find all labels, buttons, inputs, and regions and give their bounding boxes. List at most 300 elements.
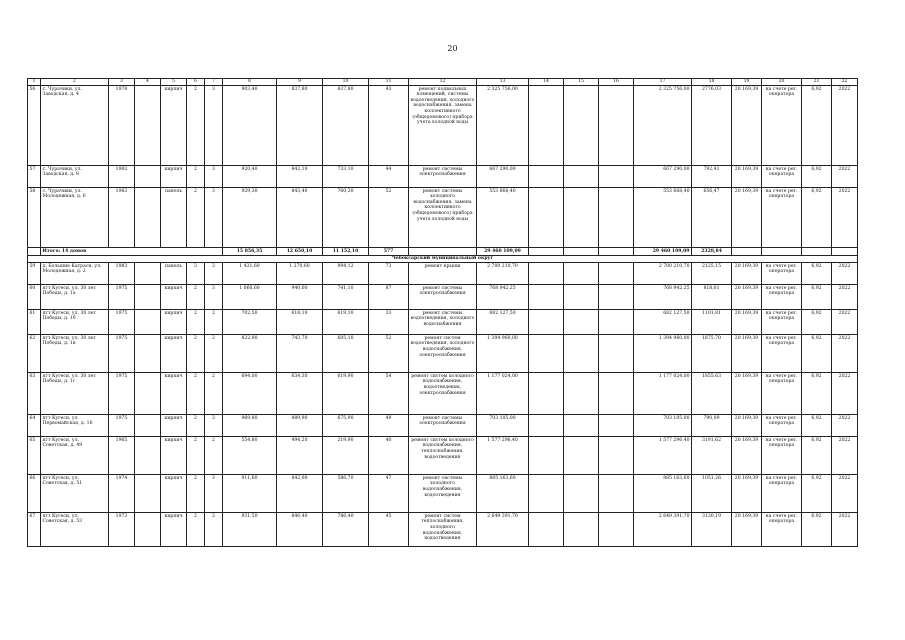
residential-area-cell: 837,80 [323, 85, 369, 165]
entrances-cell: 3 [205, 85, 223, 165]
empty-cell [599, 372, 634, 414]
table-row [28, 262, 858, 284]
column-number: 4 [135, 79, 161, 86]
owner-funds-cell: 667 290,00 [634, 165, 692, 187]
total-area-cell: 1 060,60 [223, 284, 277, 309]
year-built-cell: 1978 [109, 85, 135, 165]
total-area-sum-cell: 15 856,35 [223, 247, 277, 256]
cost-cell: 2 325 756,00 [477, 85, 529, 165]
owner-funds-cell: 885 163,60 [634, 474, 692, 512]
total-area-cell: 822,90 [223, 334, 277, 372]
wall-material-cell: кирпич [161, 474, 187, 512]
unit-cost-cell: 1855,63 [692, 372, 732, 414]
floors-cell: 2 [187, 85, 205, 165]
max-cost-cell: 20 169,39 [732, 512, 762, 546]
empty-cell [564, 372, 599, 414]
wall-material-cell: кирпич [161, 372, 187, 414]
cost-cell: 1 394 960,00 [477, 334, 529, 372]
address-cell: пгт Кугеси, ул. 30 лет Победы, д. 1в [41, 334, 109, 372]
work-type-cell: ремонт подвальных помещений, системы водоотведения, холодного водоснабжения, замена коллективного (общедомового) прибора учета холодной воды [409, 85, 477, 165]
max-cost-cell: 20 169,39 [732, 334, 762, 372]
column-number: 7 [205, 79, 223, 86]
rate-cell: 6,92 [802, 512, 832, 546]
row-number-cell: 58 [28, 187, 41, 247]
cost-cell: 885 163,60 [477, 474, 529, 512]
empty-cell [564, 284, 599, 309]
wall-material-cell: кирпич [161, 436, 187, 474]
total-area-cell: 931,50 [223, 512, 277, 546]
table-row [28, 165, 858, 187]
owner-funds-cell: 2 325 756,00 [634, 85, 692, 165]
residential-area-cell: 675,90 [323, 414, 369, 436]
year-built-cell: 1975 [109, 284, 135, 309]
owner-funds-cell: 703 105,00 [634, 414, 692, 436]
empty-cell [135, 85, 161, 165]
residential-area-cell: 733,10 [323, 165, 369, 187]
max-cost-cell: 20 169,39 [732, 262, 762, 284]
premises-area-cell: 837,80 [277, 85, 323, 165]
residents-sum-cell: 577 [369, 247, 409, 256]
empty-cell [599, 284, 634, 309]
residential-area-cell: 619,90 [323, 372, 369, 414]
empty-cell [135, 474, 161, 512]
unit-cost-sum-cell: 2328,84 [692, 247, 732, 256]
empty-cell [529, 414, 564, 436]
wall-material-cell: кирпич [161, 309, 187, 334]
plan-year-cell: 2022 [832, 309, 858, 334]
table-row [28, 187, 858, 247]
wall-material-cell: кирпич [161, 512, 187, 546]
empty-cell [832, 247, 858, 256]
empty-cell [564, 414, 599, 436]
empty-cell [599, 474, 634, 512]
column-number: 2 [41, 79, 109, 86]
column-number: 18 [692, 79, 732, 86]
column-number: 12 [409, 79, 477, 86]
rate-cell: 6,92 [802, 187, 832, 247]
owner-funds-cell: 1 394 960,00 [634, 334, 692, 372]
total-area-cell: 702,50 [223, 309, 277, 334]
owner-funds-cell: 2 649 391,70 [634, 512, 692, 546]
empty-cell [529, 165, 564, 187]
total-area-cell: 1 431,60 [223, 262, 277, 284]
rate-cell: 6,92 [802, 284, 832, 309]
work-type-cell: ремонт системы электроснабжения [409, 165, 477, 187]
work-type-cell: ремонт системы электроснабжения [409, 414, 477, 436]
cost-cell: 682 127,50 [477, 309, 529, 334]
total-area-cell: 969,80 [223, 414, 277, 436]
residents-cell: 49 [369, 414, 409, 436]
max-cost-cell: 20 169,39 [732, 436, 762, 474]
floors-cell: 2 [187, 512, 205, 546]
residents-cell: 40 [369, 436, 409, 474]
empty-cell [135, 165, 161, 187]
premises-area-cell: 842,10 [277, 165, 323, 187]
residential-area-cell: 786,40 [323, 512, 369, 546]
rate-cell: 6,92 [802, 372, 832, 414]
unit-cost-cell: 818,01 [692, 284, 732, 309]
cost-cell: 1 177 024,00 [477, 372, 529, 414]
fund-method-cell: на счете рег. оператора [762, 309, 802, 334]
empty-cell [135, 334, 161, 372]
address-cell: пгт Кугеси, ул. Советская, д. 49 [41, 436, 109, 474]
empty-cell [564, 436, 599, 474]
column-number: 14 [529, 79, 564, 86]
empty-cell [529, 512, 564, 546]
total-area-cell: 694,00 [223, 372, 277, 414]
max-cost-cell: 20 169,39 [732, 85, 762, 165]
premises-area-cell: 1 270,60 [277, 262, 323, 284]
table-row [28, 309, 858, 334]
rate-cell: 6,92 [802, 436, 832, 474]
empty-cell [564, 474, 599, 512]
column-number: 10 [323, 79, 369, 86]
fund-method-cell: на счете рег. оператора [762, 334, 802, 372]
row-number-cell: 57 [28, 165, 41, 187]
fund-method-cell: на счете рег. оператора [762, 262, 802, 284]
table-row [28, 334, 858, 372]
total-area-cell: 903,40 [223, 85, 277, 165]
residential-area-cell: 586,70 [323, 474, 369, 512]
entrances-cell: 3 [205, 474, 223, 512]
floors-cell: 2 [187, 414, 205, 436]
address-cell: пгт Кугеси, ул. 30 лет Победы, д. 1б [41, 309, 109, 334]
table-row [28, 372, 858, 414]
residents-cell: 45 [369, 512, 409, 546]
unit-cost-cell: 3130,19 [692, 512, 732, 546]
entrances-cell: 3 [205, 262, 223, 284]
floors-cell: 2 [187, 474, 205, 512]
empty-cell [564, 309, 599, 334]
table-row [28, 436, 858, 474]
wall-material-cell: панель [161, 187, 187, 247]
empty-cell [529, 187, 564, 247]
rate-cell: 6,92 [802, 85, 832, 165]
address-cell: пгт Кугеси, ул. Советская, д. 51 [41, 474, 109, 512]
residents-cell: 43 [369, 85, 409, 165]
capital-repair-register-table [27, 78, 858, 547]
entrances-cell: 3 [205, 512, 223, 546]
entrances-cell: 2 [205, 334, 223, 372]
address-cell: с. Чурачики, ул. Молодежная, д. 6 [41, 187, 109, 247]
plan-year-cell: 2022 [832, 262, 858, 284]
plan-year-cell: 2022 [832, 372, 858, 414]
premises-area-cell: 743,70 [277, 334, 323, 372]
wall-material-cell: кирпич [161, 414, 187, 436]
empty-cell [564, 247, 599, 256]
empty-cell [732, 247, 762, 256]
max-cost-cell: 20 169,39 [732, 372, 762, 414]
column-number: 20 [762, 79, 802, 86]
cost-cell: 2 700 210,70 [477, 262, 529, 284]
owner-funds-cell: 768 942,25 [634, 284, 692, 309]
total-area-cell: 911,60 [223, 474, 277, 512]
cost-cell: 667 290,00 [477, 165, 529, 187]
wall-material-cell: кирпич [161, 334, 187, 372]
total-area-cell: 554,80 [223, 436, 277, 474]
fund-method-cell: на счете рег. оператора [762, 284, 802, 309]
owner-funds-cell: 2 700 210,70 [634, 262, 692, 284]
empty-cell [599, 309, 634, 334]
max-cost-cell: 20 169,39 [732, 187, 762, 247]
plan-year-cell: 2022 [832, 436, 858, 474]
residential-area-cell: 760,30 [323, 187, 369, 247]
residential-area-cell: 619,10 [323, 309, 369, 334]
table-row [28, 414, 858, 436]
column-number: 16 [599, 79, 634, 86]
row-number-cell: 61 [28, 309, 41, 334]
fund-method-cell: на счете рег. оператора [762, 512, 802, 546]
empty-cell [135, 309, 161, 334]
column-number: 9 [277, 79, 323, 86]
empty-cell [564, 165, 599, 187]
residential-area-cell: 741,10 [323, 284, 369, 309]
empty-cell [599, 414, 634, 436]
total-area-cell: 920,40 [223, 165, 277, 187]
rate-cell: 6,92 [802, 262, 832, 284]
row-number-cell: 62 [28, 334, 41, 372]
column-number: 22 [832, 79, 858, 86]
empty-cell [529, 436, 564, 474]
floors-cell: 2 [187, 187, 205, 247]
column-number-row [28, 79, 858, 86]
unit-cost-cell: 1051,26 [692, 474, 732, 512]
empty-cell [599, 262, 634, 284]
column-number: 19 [732, 79, 762, 86]
residential-area-cell: 219,90 [323, 436, 369, 474]
row-number-cell: 59 [28, 262, 41, 284]
premises-area-cell: 842,00 [277, 474, 323, 512]
owner-funds-cell: 1 177 024,00 [634, 372, 692, 414]
year-built-cell: 1983 [109, 262, 135, 284]
rate-cell: 6,92 [802, 474, 832, 512]
entrances-cell: 3 [205, 414, 223, 436]
row-number-cell: 60 [28, 284, 41, 309]
column-number: 8 [223, 79, 277, 86]
premises-area-cell: 843,40 [277, 187, 323, 247]
plan-year-cell: 2022 [832, 165, 858, 187]
max-cost-cell: 20 169,39 [732, 474, 762, 512]
empty-cell [529, 262, 564, 284]
unit-cost-cell: 3191,62 [692, 436, 732, 474]
table-row [28, 474, 858, 512]
empty-cell [564, 262, 599, 284]
empty-cell [135, 512, 161, 546]
fund-method-cell: на счете рег. оператора [762, 436, 802, 474]
residents-cell: 44 [369, 165, 409, 187]
total-area-cell: 929,30 [223, 187, 277, 247]
column-number: 3 [109, 79, 135, 86]
work-type-cell: ремонт системы холодного водоснабжения, водоотведения [409, 474, 477, 512]
plan-year-cell: 2022 [832, 512, 858, 546]
empty-cell [599, 512, 634, 546]
address-cell: пгт Кугеси, ул. Советская, д. 53 [41, 512, 109, 546]
premises-area-cell: 940,00 [277, 284, 323, 309]
max-cost-cell: 20 169,39 [732, 414, 762, 436]
address-cell: пгт Кугеси, ул. 30 лет Победы, д. 1г [41, 372, 109, 414]
premises-area-cell: 618,10 [277, 309, 323, 334]
rate-cell: 6,92 [802, 334, 832, 372]
wall-material-cell: кирпич [161, 165, 187, 187]
residents-cell: 52 [369, 187, 409, 247]
residential-area-cell: 605,10 [323, 334, 369, 372]
fund-method-cell: на счете рег. оператора [762, 372, 802, 414]
unit-cost-cell: 2776,03 [692, 85, 732, 165]
empty-cell [802, 247, 832, 256]
empty-cell [135, 284, 161, 309]
floors-cell: 2 [187, 284, 205, 309]
empty-cell [599, 436, 634, 474]
column-number: 17 [634, 79, 692, 86]
table-row [28, 284, 858, 309]
empty-cell [599, 165, 634, 187]
entrances-cell: 3 [205, 187, 223, 247]
unit-cost-cell: 790,09 [692, 414, 732, 436]
entrances-cell: 2 [205, 309, 223, 334]
column-number: 21 [802, 79, 832, 86]
empty-cell [135, 414, 161, 436]
residents-cell: 87 [369, 284, 409, 309]
cost-cell: 703 105,00 [477, 414, 529, 436]
plan-year-cell: 2022 [832, 284, 858, 309]
address-cell: с. Чурачики, ул. Заводская, д. 4 [41, 85, 109, 165]
cost-cell: 1 577 296,40 [477, 436, 529, 474]
premises-area-cell: 634,30 [277, 372, 323, 414]
table-row [28, 512, 858, 546]
plan-year-cell: 2022 [832, 334, 858, 372]
empty-cell [135, 372, 161, 414]
fund-method-cell: на счете рег. оператора [762, 165, 802, 187]
empty-cell [529, 85, 564, 165]
rate-cell: 6,92 [802, 309, 832, 334]
empty-cell [599, 85, 634, 165]
address-cell: с. Чурачики, ул. Заводская, д. 8 [41, 165, 109, 187]
total-row [28, 247, 858, 256]
premises-area-cell: 846,40 [277, 512, 323, 546]
total-label-cell: Итого: 14 домов [41, 247, 223, 256]
empty-cell [599, 187, 634, 247]
fund-method-cell: на счете рег. оператора [762, 474, 802, 512]
work-type-cell: ремонт крыши [409, 262, 477, 284]
work-type-cell: ремонт системы холодного водоснабжения, замена коллективного (общедомового) прибора учета холодной воды [409, 187, 477, 247]
column-number: 6 [187, 79, 205, 86]
empty-cell [529, 372, 564, 414]
plan-year-cell: 2022 [832, 414, 858, 436]
year-built-cell: 1975 [109, 309, 135, 334]
empty-cell [135, 262, 161, 284]
district-header-row [28, 256, 858, 263]
unit-cost-cell: 792,41 [692, 165, 732, 187]
empty-cell [28, 247, 41, 256]
address-cell: пгт Кугеси, ул. Первомайская, д. 16 [41, 414, 109, 436]
row-number-cell: 63 [28, 372, 41, 414]
year-built-cell: 1975 [109, 334, 135, 372]
owner-funds-cell: 682 127,50 [634, 309, 692, 334]
empty-cell [529, 309, 564, 334]
residents-cell: 33 [369, 309, 409, 334]
plan-year-cell: 2022 [832, 474, 858, 512]
table-row [28, 85, 858, 165]
entrances-cell: 3 [205, 284, 223, 309]
year-built-cell: 1973 [109, 512, 135, 546]
floors-cell: 2 [187, 309, 205, 334]
entrances-cell: 3 [205, 165, 223, 187]
work-type-cell: ремонт систем холодного водоснабжения, водоотведения, электроснабжения [409, 372, 477, 414]
district-name-cell: Чебоксарский муниципальный округ [28, 256, 858, 263]
address-cell: д. Большие Катраси, ул. Молодежная, д. 2 [41, 262, 109, 284]
work-type-cell: ремонт системы электроснабжения [409, 284, 477, 309]
residents-cell: 54 [369, 372, 409, 414]
plan-year-cell: 2022 [832, 187, 858, 247]
row-number-cell: 67 [28, 512, 41, 546]
empty-cell [529, 474, 564, 512]
premises-area-cell: 494,20 [277, 436, 323, 474]
floors-cell: 2 [187, 334, 205, 372]
unit-cost-cell: 656,47 [692, 187, 732, 247]
residents-cell: 52 [369, 334, 409, 372]
empty-cell [564, 187, 599, 247]
year-built-cell: 1974 [109, 474, 135, 512]
row-number-cell: 65 [28, 436, 41, 474]
empty-cell [135, 187, 161, 247]
empty-cell [599, 334, 634, 372]
year-built-cell: 1975 [109, 372, 135, 414]
empty-cell [529, 334, 564, 372]
unit-cost-cell: 1101,81 [692, 309, 732, 334]
year-built-cell: 1982 [109, 165, 135, 187]
owner-funds-cell: 1 577 296,40 [634, 436, 692, 474]
year-built-cell: 1965 [109, 436, 135, 474]
row-number-cell: 64 [28, 414, 41, 436]
rate-cell: 6,92 [802, 165, 832, 187]
fund-method-cell: на счете рег. оператора [762, 187, 802, 247]
cost-sum-cell: 29 460 109,09 [477, 247, 529, 256]
floors-cell: 3 [187, 262, 205, 284]
empty-cell [409, 247, 477, 256]
empty-cell [529, 284, 564, 309]
entrances-cell: 2 [205, 372, 223, 414]
residential-area-cell: 994,12 [323, 262, 369, 284]
empty-cell [529, 247, 564, 256]
column-number: 15 [564, 79, 599, 86]
residential-area-sum-cell: 11 152,10 [323, 247, 369, 256]
wall-material-cell: кирпич [161, 284, 187, 309]
premises-area-sum-cell: 12 650,10 [277, 247, 323, 256]
work-type-cell: ремонт системы водоотведения, холодного водоснабжения [409, 309, 477, 334]
fund-method-cell: на счете рег. оператора [762, 414, 802, 436]
empty-cell [564, 334, 599, 372]
plan-year-cell: 2022 [832, 85, 858, 165]
cost-cell: 2 649 391,70 [477, 512, 529, 546]
rate-cell: 6,92 [802, 414, 832, 436]
owner-funds-cell: 553 668,40 [634, 187, 692, 247]
row-number-cell: 56 [28, 85, 41, 165]
empty-cell [564, 85, 599, 165]
work-type-cell: ремонт систем теплоснабжения, холодного водоснабжения, водоотведения [409, 512, 477, 546]
residents-cell: 47 [369, 474, 409, 512]
work-type-cell: ремонт систем холодного водоснабжения, теплоснабжения, водоотведения [409, 436, 477, 474]
year-built-cell: 1975 [109, 414, 135, 436]
column-number: 13 [477, 79, 529, 86]
floors-cell: 2 [187, 372, 205, 414]
wall-material-cell: панель [161, 262, 187, 284]
empty-cell [135, 436, 161, 474]
address-cell: пгт Кугеси, ул. 30 лет Победы, д. 1а [41, 284, 109, 309]
max-cost-cell: 20 169,39 [732, 284, 762, 309]
cost-cell: 768 942,25 [477, 284, 529, 309]
fund-method-cell: на счете рег. оператора [762, 85, 802, 165]
page-number: 20 [447, 44, 458, 53]
